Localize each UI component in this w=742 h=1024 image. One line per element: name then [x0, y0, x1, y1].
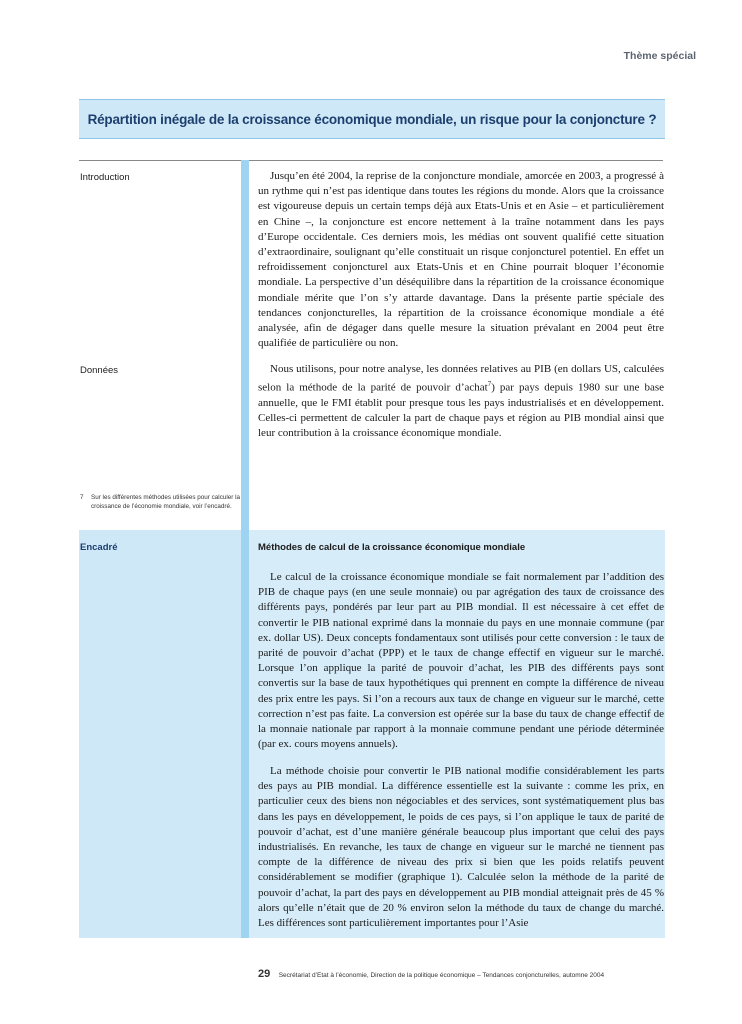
page-footer: [258, 964, 604, 982]
donnees-text-after: ) par pays depuis 1980 sur une base annuelle, que le FMI établit pour presque tous les pays industrialisés et en développement. Celles-ci permettent de calculer la part de chaque pays et région au PIB mondial ainsi que leur contribution à la croissance économique mondiale.: [258, 381, 664, 440]
page-number: 29: [258, 968, 271, 980]
introduction-text: Jusqu’en été 2004, la reprise de la conjoncture mondiale, amorcée en 2003, a progressé à un rythme qui n’est pas identique dans toutes les régions du monde. Alors que la croissance est vigoureuse depuis un certain temps déjà aux Etats-Unis et en Asie – et particulièrement en Chine –, la conjoncture est encore nettement à la traîne notamment dans les pays d’Europe occidentale. Ces derniers mois, les médias ont souvent qualifié cette situation d’extraordinaire, soulignant qu’elle constituait un risque conjoncturel potentiel. En effet un refroidissement conjoncturel aux Etats-Unis et en Chine pourrait bloquer l’économie mondiale. La perspective d’un déséquilibre dans la répartition de la croissance économique mondiale mérite que l’on s’y attarde davantage. Dans la présente partie spéciale des tendances conjoncturelles, la répartition de la croissance économique mondiale a été analysée, afin de dégager dans quelle mesure la situation prévalant en 2004 peut être qualifiée de particulière ou non.: [258, 170, 664, 350]
footer-text: Secrétariat d’Etat à l’économie, Direction de la politique économique – Tendances conjoncturelles, automne 2004: [278, 972, 605, 979]
box-paragraph-2: La méthode choisie pour convertir le PIB national modifie considérablement les parts des pays au PIB mondial. La différence essentielle est la suivante : comme les prix, en particulier ceux des biens non négociables et des services, sont systématiquement plus bas dans les pays en développement, le poids de ces pays, si l’on applique le taux de parité de pouvoir d’achat, est d’une manière générale beaucoup plus important que celui des pays industrialisés. En revanche, les taux de change en vigueur sur le marché ne tiennent pas compte de la différence de niveau des prix si bien que les poids relatifs peuvent considérablement se modifier (graphique 1). Calculée selon la méthode de la parité de pouvoir d’achat, la part des pays en développement au PIB mondial atteignait près de 45 % alors qu’elle n’était que de 20 % environ selon la méthode du taux de change du marché. Les différences sont particulièrement importantes pour l’Asie: [258, 765, 664, 930]
title-banner: [79, 99, 665, 139]
donnees-text: [258, 362, 664, 442]
footnote: [80, 493, 240, 511]
box-label-column: [79, 530, 241, 938]
footnote-reference: 7: [487, 380, 492, 389]
section-header: Thème spécial: [623, 50, 696, 62]
vertical-accent-bar: [241, 160, 249, 938]
donnees-label: Données: [80, 365, 119, 376]
box-label: Encadré: [80, 542, 118, 553]
horizontal-rule: [79, 160, 663, 161]
box-title: Méthodes de calcul de la croissance économique mondiale: [258, 542, 526, 553]
footnote-number: 7: [80, 494, 84, 501]
box-paragraph-1: Le calcul de la croissance économique mondiale se fait normalement par l’addition des PIB de chaque pays (en une seule monnaie) ou par agrégation des taux de croissance des différents pays, pondérés par leur part au PIB mondial. Il est nécessaire à cet effet de convertir le PIB national exprimé dans la monnaie du pays en une monnaie commune (par ex. dollar US). Deux concepts fondamentaux sont utilisés pour cette conversion : le taux de parité de pouvoir d’achat (PPP) et le taux de change effectif en vigueur sur le marché. Lorsque l’on applique la parité de pouvoir d’achat, les PIB des différents pays sont convertis sur la base de taux hypothétiques qui prennent en compte la différence de niveau des prix entre les pays. Si l’on a recours aux taux de change en vigueur sur le marché, cette correction n’est pas faite. La conversion est opérée sur la base du taux de change effectif de la monnaie nationale par rapport à la monnaie commune pendant une période déterminée (par ex. cours moyens annuels).: [258, 571, 664, 751]
page-title: Répartition inégale de la croissance économique mondiale, un risque pour la conjoncture ?: [87, 111, 657, 127]
donnees-text-before: Nous utilisons, pour notre analyse, les données relatives au PIB (en dollars US, calculées selon la méthode de la parité de pouvoir d’achat: [258, 363, 664, 394]
footnote-text: Sur les différentes méthodes utilisées pour calculer la croissance de l’économie mondiale, voir l’encadré.: [91, 494, 240, 510]
introduction-label: Introduction: [80, 172, 130, 183]
